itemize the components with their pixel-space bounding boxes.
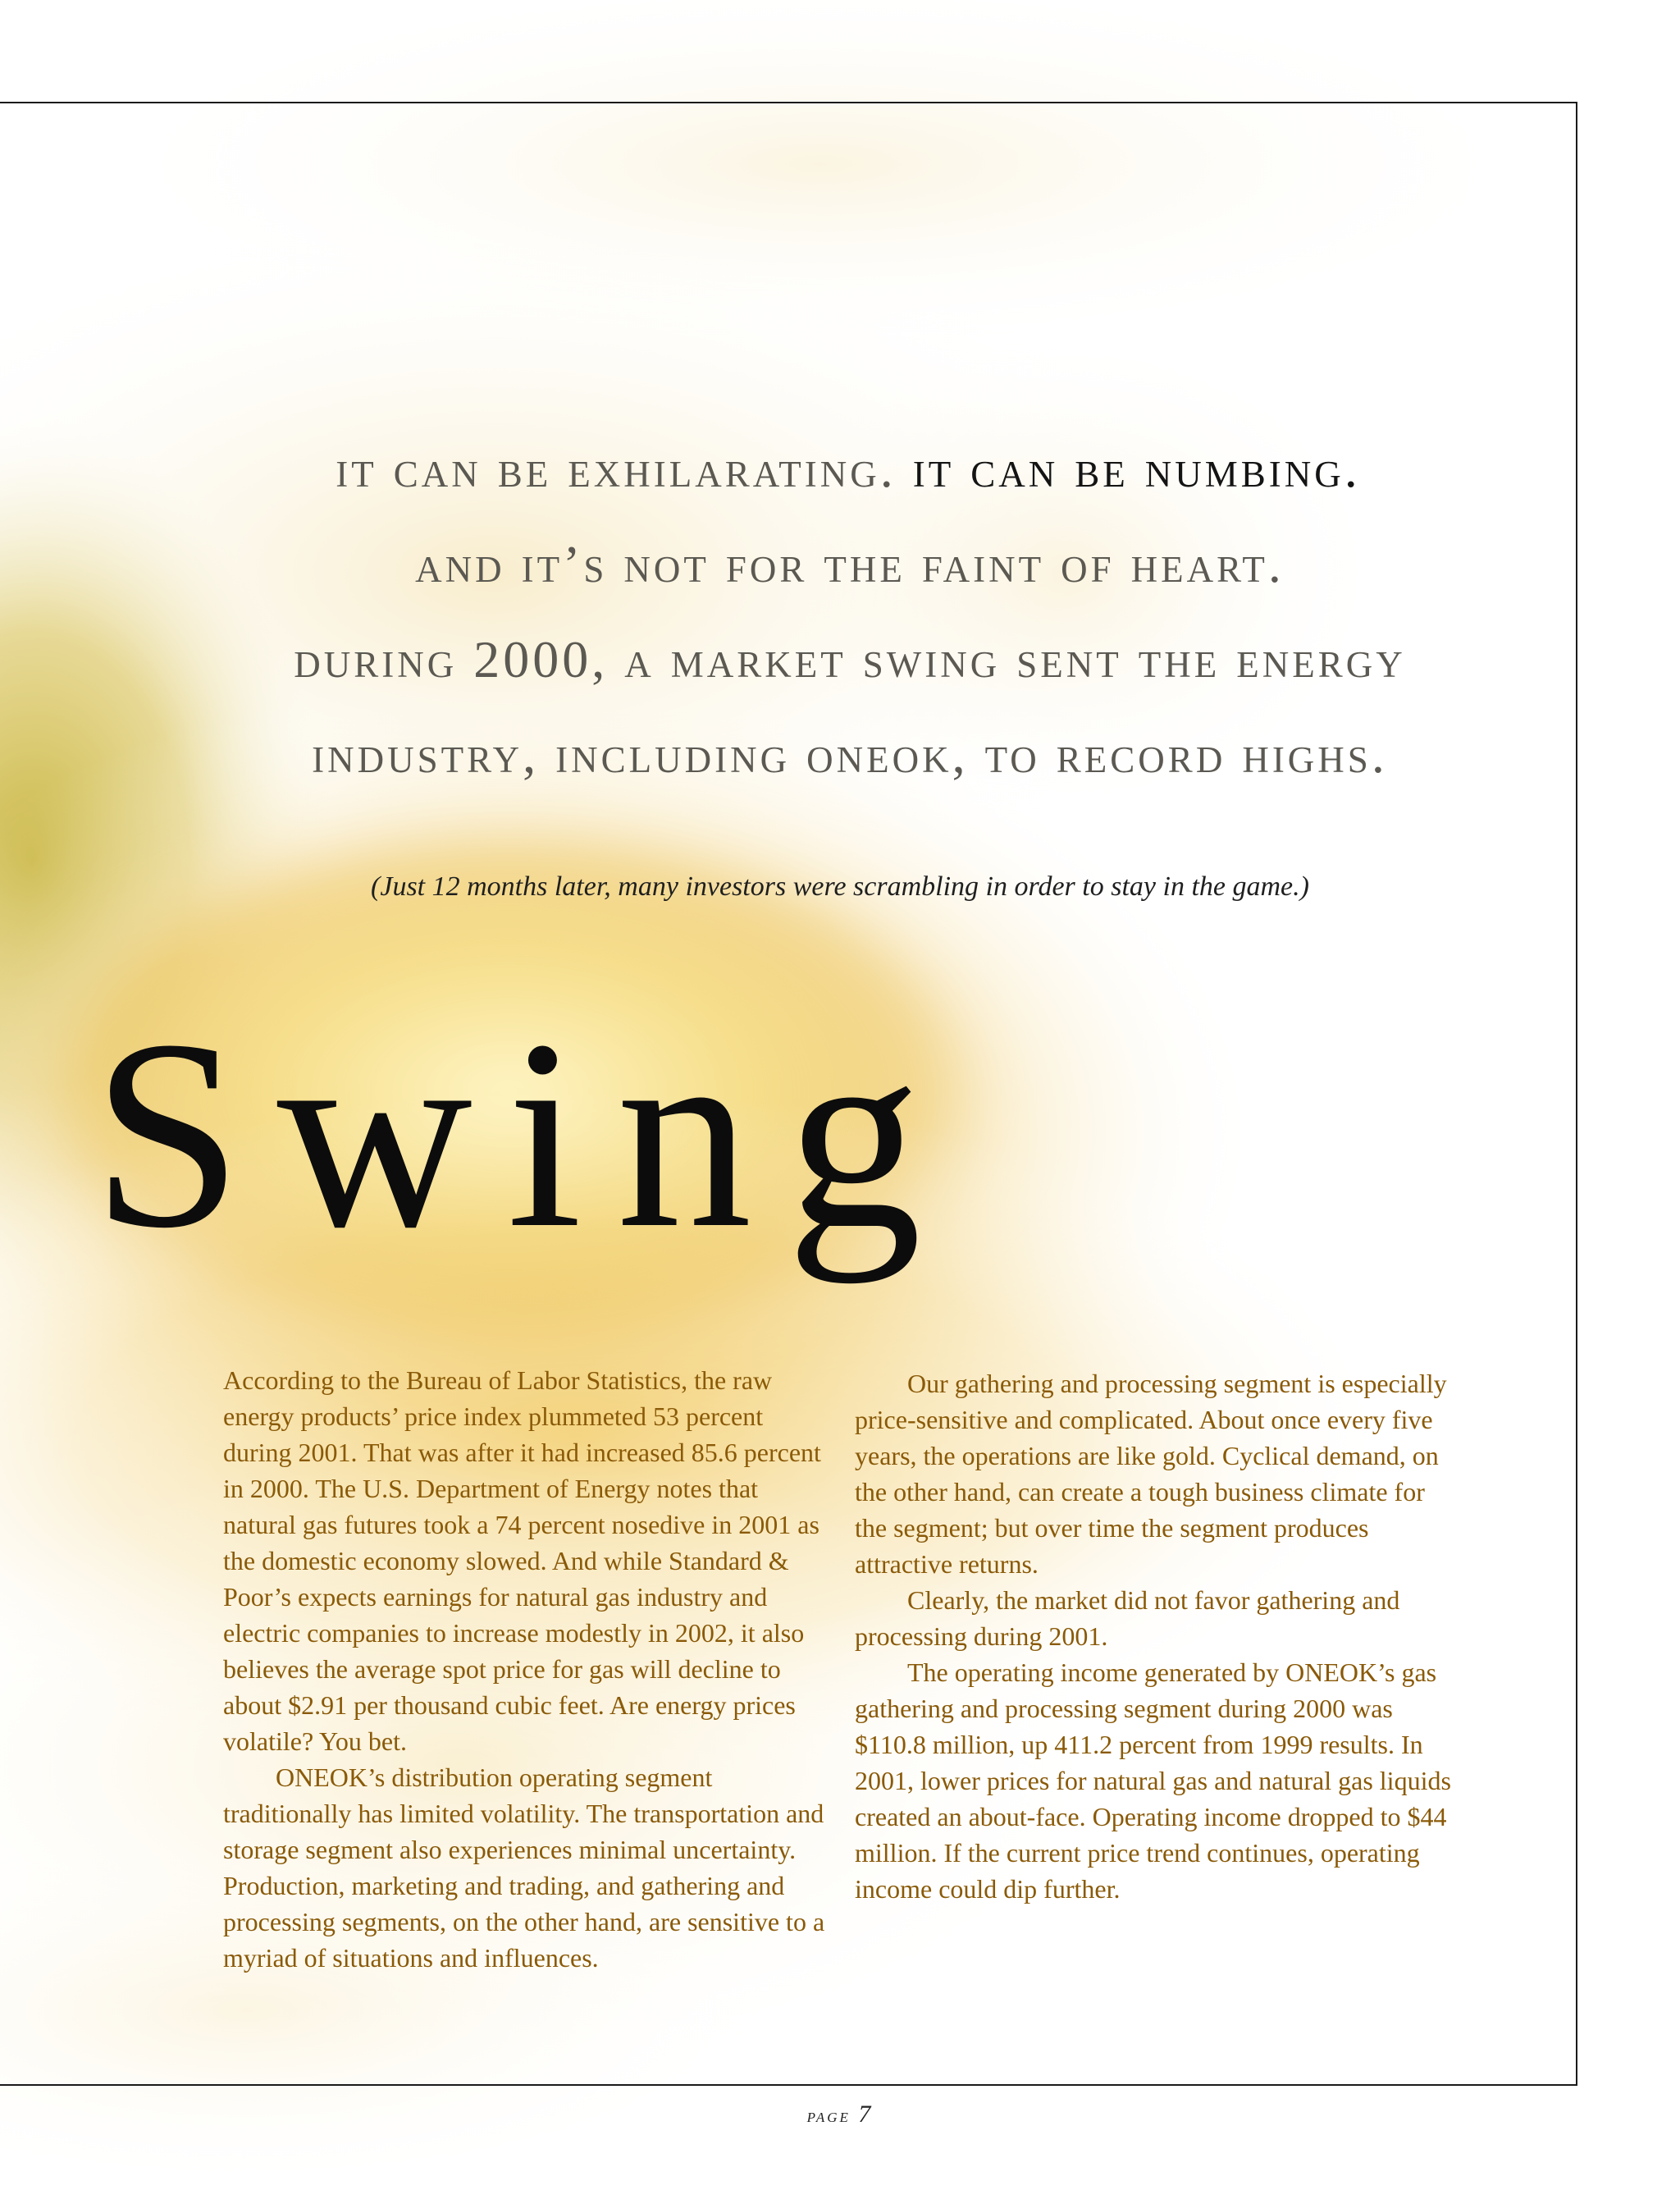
headline-line-3: during 2000, a market swing sent the energy xyxy=(294,630,1406,688)
body-paragraph: Our gathering and processing segment is especially price-sensitive and complicated. About once every five years, the operations are like gold. Cyclical demand, on the other hand, can create a tough business climate for the segment; but over time the segment produces attractive returns. xyxy=(855,1369,1447,1579)
italic-subtitle: (Just 12 months later, many investors were scrambling in order to stay in the game.) xyxy=(371,871,1309,902)
headline-line-1-muted: it can be exhilarating. xyxy=(336,440,897,498)
body-paragraph: ONEOK’s distribution operating segment traditionally has limited volatility. The transportation and storage segment also experiences minimal uncertainty. Production, marketing and trading, and gathering and processing segments, on the other hand, are sensitive to a myriad of situations and influences. xyxy=(223,1763,825,1973)
headline-line-1-emphasis: it can be numbing. xyxy=(912,440,1361,498)
body-paragraph: The operating income generated by ONEOK’s gas gathering and processing segment during 2000 was $110.8 million, up 411.2 percent from 1999 results. In 2001, lower prices for natural gas and natural gas liquids created an about-face. Operating income dropped to $44 million. If the current price trend continues, operating income could dip further. xyxy=(855,1657,1451,1904)
page-number-label: page xyxy=(806,2105,851,2127)
headline-line-2: and it’s not for the faint of heart. xyxy=(415,535,1285,593)
headline-line-4: industry, including oneok, to record highs. xyxy=(312,725,1388,784)
body-column-right xyxy=(855,1365,1462,1907)
body-paragraph: According to the Bureau of Labor Statistics, the raw energy products’ price index plummeted 53 percent during 2001. That was after it had increased 85.6 percent in 2000. The U.S. Department of Energy notes that natural gas futures took a 74 percent nosedive in 2001 as the domestic economy slowed. And while Standard & Poor’s expects earnings for natural gas industry and electric companies to increase modestly in 2002, it also believes the average spot price for gas will decline to about $2.91 per thousand cubic feet. Are energy prices volatile? You bet. xyxy=(223,1365,821,1756)
body-column-left xyxy=(223,1362,830,1976)
body-paragraph: Clearly, the market did not favor gathering and processing during 2001. xyxy=(855,1585,1400,1651)
swing-display-title: Swing xyxy=(92,985,956,1284)
page-number xyxy=(0,2101,1680,2128)
headline-line-1 xyxy=(8,440,1680,498)
page-number-value: 7 xyxy=(858,2101,874,2128)
